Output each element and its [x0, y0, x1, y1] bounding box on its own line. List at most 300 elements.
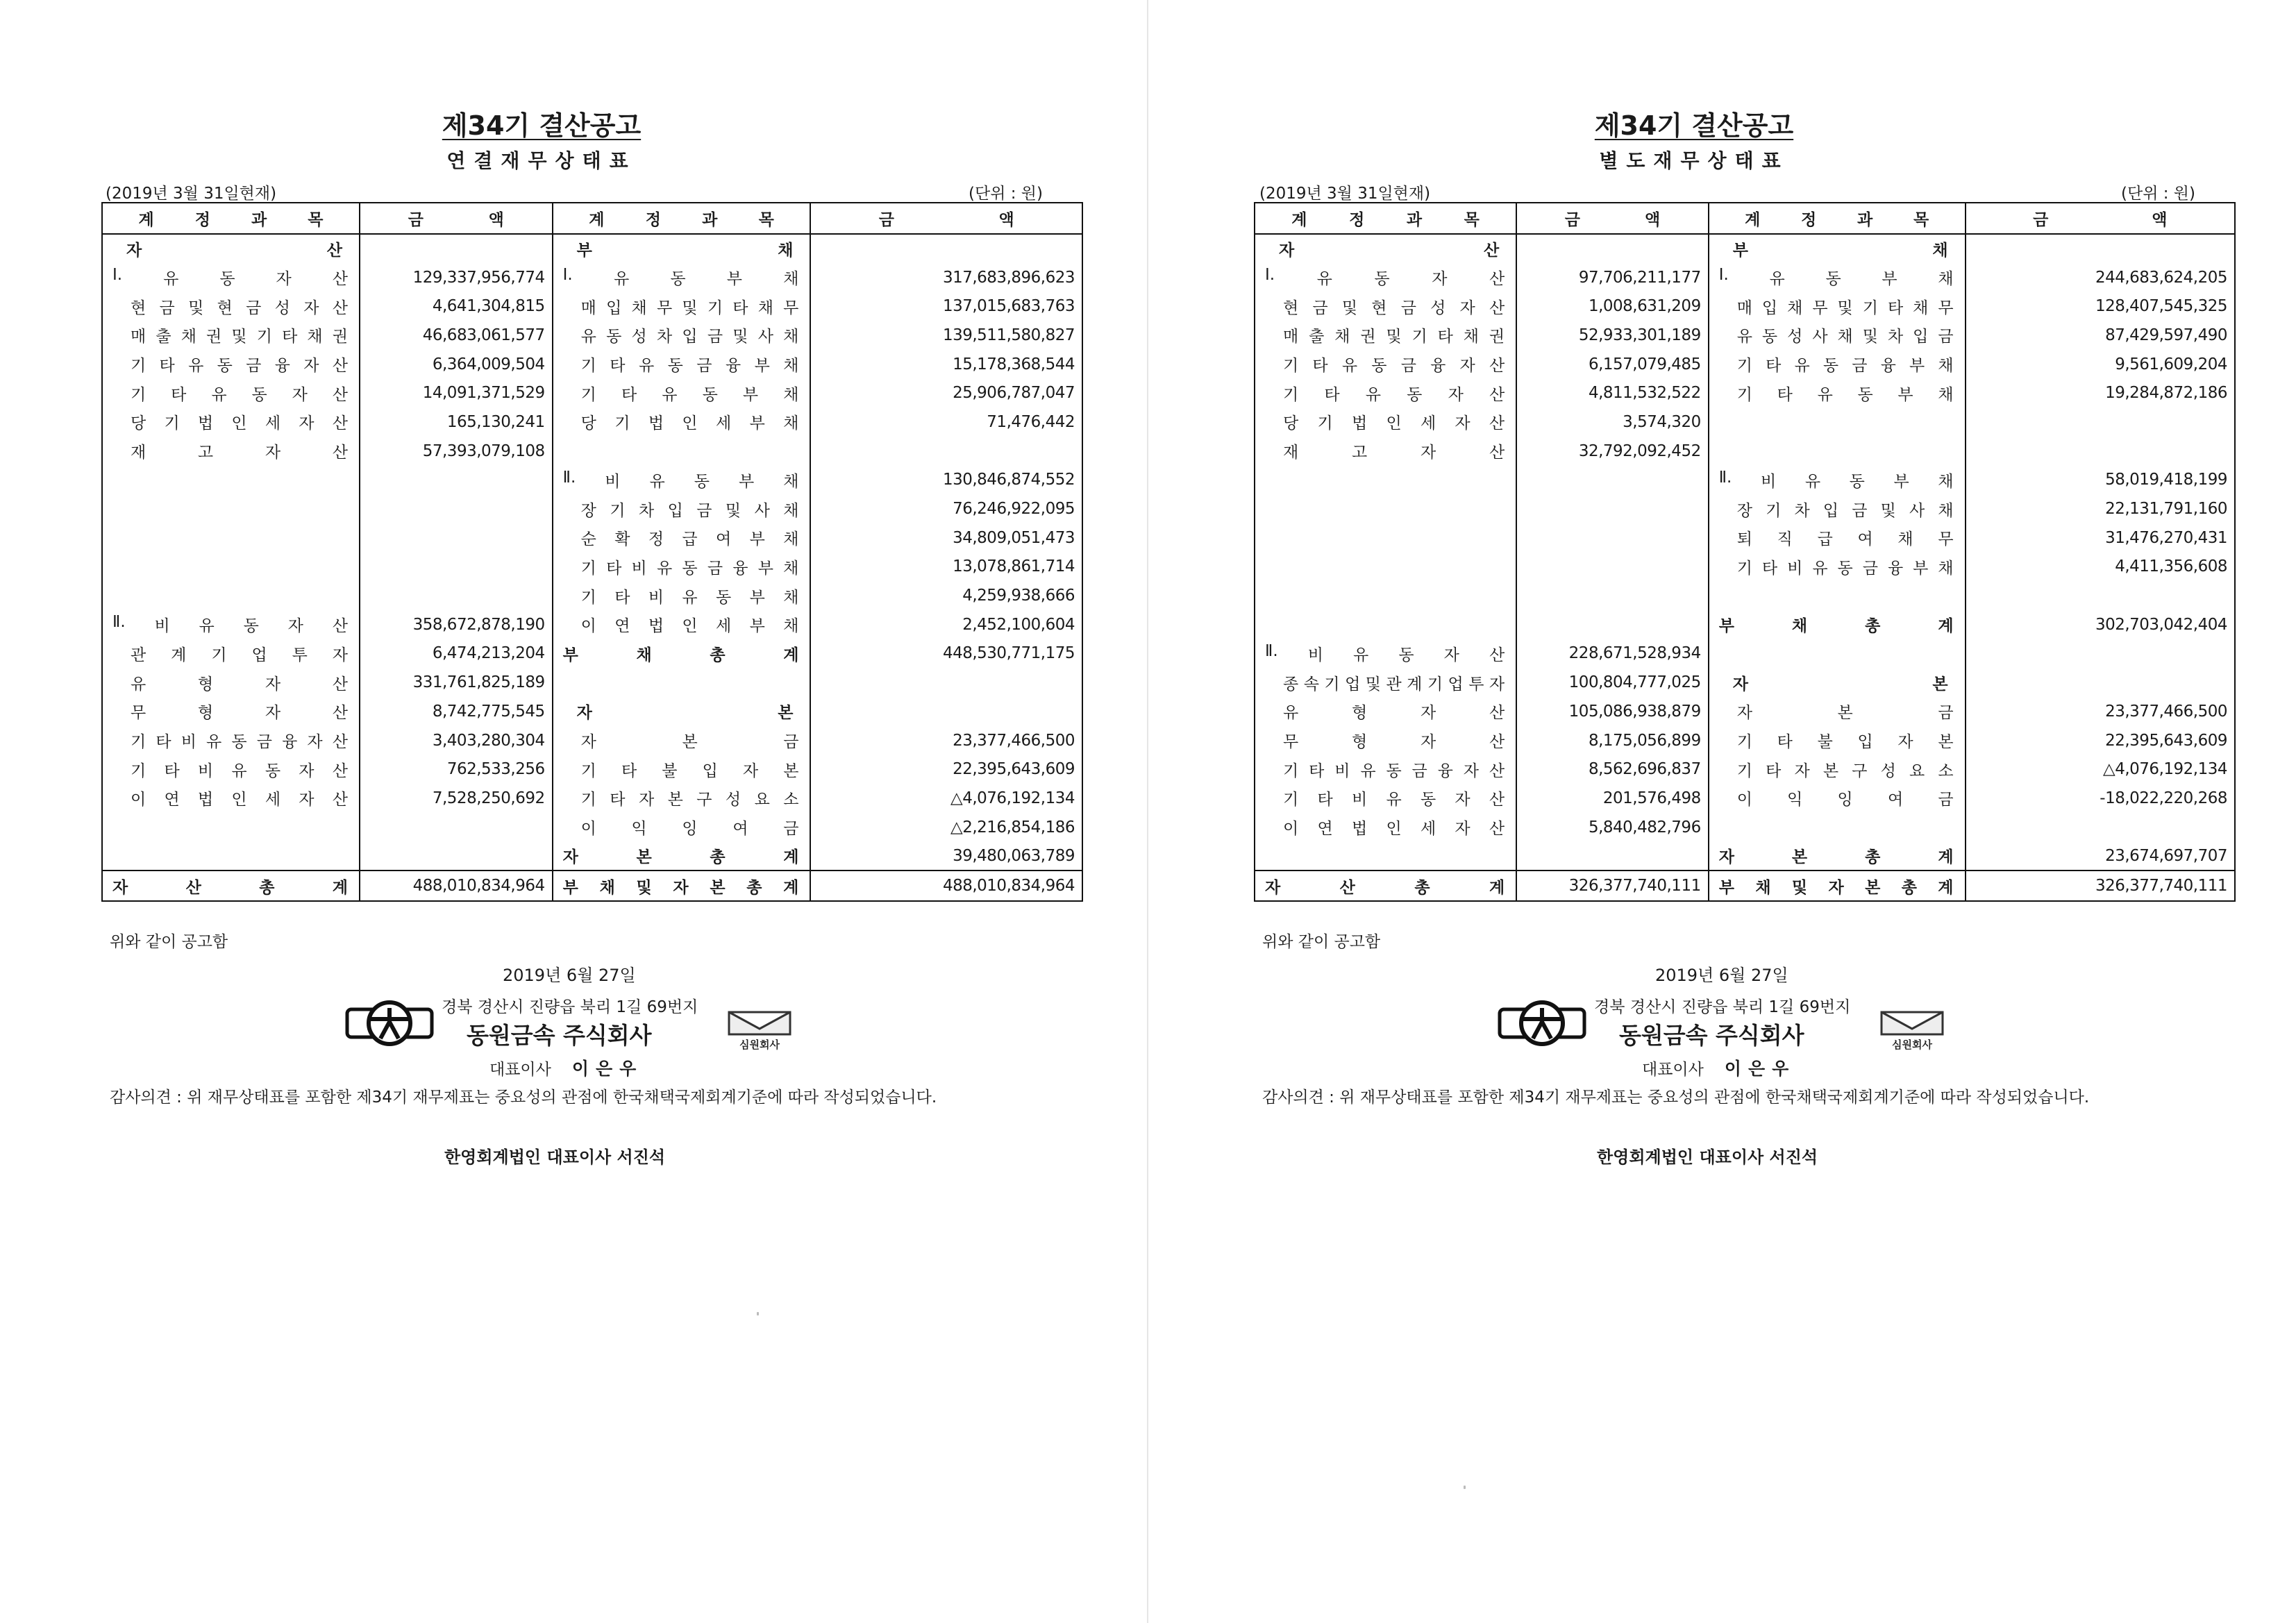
account-label-char: 산 [332, 357, 348, 376]
liability-equity-account-cell [1709, 755, 1966, 784]
account-label-char: 채 [757, 298, 773, 317]
account-label-char: 유 [638, 357, 655, 376]
account-label-char: 형 [1351, 704, 1368, 723]
account-label-char: 채 [181, 328, 196, 346]
amount-cell: 3,574,320 [1516, 407, 1709, 437]
account-label-char: 동 [1371, 357, 1387, 376]
account-label-char: 동 [243, 617, 259, 636]
account-label-char: 업 [1448, 675, 1464, 693]
table-row [1255, 292, 2235, 321]
account-label-char: 업 [251, 646, 267, 664]
amount-cell: 130,846,874,552 [810, 466, 1082, 495]
account-label-char: 구 [1852, 762, 1868, 780]
company-logo-icon [1497, 998, 1587, 1048]
account-label-char: 채 [1938, 501, 1954, 520]
account-label-char: 산 [1489, 646, 1505, 664]
account-label-char: 계 [783, 848, 799, 867]
amount-cell: 71,476,442 [810, 407, 1082, 437]
account-label-char: 기 [580, 385, 596, 404]
header-char: 과 [1857, 211, 1873, 229]
account-label-char: 관 [1386, 675, 1402, 693]
header-char: 액 [488, 211, 504, 229]
account-label-char: 무 [1938, 298, 1954, 317]
account-label-char: 채 [783, 414, 799, 433]
account-label-char: 장 [580, 501, 596, 520]
account-label-char: 융 [274, 357, 290, 376]
table-row [102, 610, 1082, 639]
account-label-char: 기 [1862, 298, 1878, 317]
account-label-char: 산 [1489, 762, 1505, 780]
as-of-date: (2019년 3월 31일현재) [106, 185, 277, 203]
account-label-char: 기 [131, 385, 146, 404]
account-label-char: 산 [185, 878, 201, 897]
account-label-char: 유 [199, 617, 215, 636]
account-label-char: 동 [217, 357, 233, 376]
asset-account-cell [1255, 697, 1516, 726]
account-label-char: 부 [1893, 472, 1909, 491]
account-label-char: 매 [1283, 328, 1299, 346]
account-label-char: 고 [1351, 444, 1368, 462]
account-label-char: 현 [1371, 298, 1387, 317]
account-label-char: 자 [299, 762, 315, 780]
table-row [1255, 378, 2235, 407]
liability-equity-account-cell [1709, 841, 1966, 871]
account-label-char: 자 [112, 878, 128, 897]
account-label-char: 잉 [682, 820, 698, 839]
amount-cell: 13,078,861,714 [810, 553, 1082, 582]
table-row [1255, 581, 2235, 610]
account-label-char: 재 [131, 444, 146, 462]
liability-equity-account-cell [1709, 581, 1966, 610]
account-label-char: 입 [1822, 501, 1839, 520]
statement-subtitle: 별도재무상태표 [1599, 149, 1789, 172]
account-label-char: 투 [1468, 675, 1484, 693]
table-row [1255, 841, 2235, 871]
table-row [102, 755, 1082, 784]
asset-account-cell [102, 292, 360, 321]
account-label-char: 비 [154, 617, 170, 636]
table-row [102, 697, 1082, 726]
account-label-char: 무 [1812, 298, 1828, 317]
header-char: 정 [1349, 211, 1365, 229]
asset-account-cell [1255, 784, 1516, 813]
liability-equity-account-cell [553, 639, 811, 668]
amount-cell: 23,377,466,500 [810, 726, 1082, 755]
account-label-char: 이 [1736, 791, 1752, 809]
amount-cell: 358,672,878,190 [360, 610, 553, 639]
asset-account-cell [102, 784, 360, 813]
amount-cell [1516, 523, 1709, 553]
liability-equity-account-cell [1709, 871, 1966, 901]
account-label-char: 채 [1938, 559, 1954, 578]
account-label-char: 자 [1736, 704, 1752, 723]
account-label-char: 채 [1334, 328, 1350, 346]
amount-cell: 331,761,825,189 [360, 668, 553, 697]
account-label-char: Ⅱ. [1718, 468, 1732, 487]
account-label-char: 유 [580, 328, 596, 346]
audit-opinion: 감사의견 : 위 재무상태표를 포함한 제34기 재무제표는 중요성의 관점에 한국채택국제회계기준에 따라 작성되었습니다. [1262, 1088, 2090, 1107]
account-label-char: 기 [256, 328, 272, 346]
amount-cell [1516, 494, 1709, 523]
header-char: 목 [1464, 211, 1480, 229]
company-seal-icon [722, 1007, 797, 1052]
account-label-char: 타 [156, 733, 171, 752]
asset-account-cell [1255, 263, 1516, 292]
amount-cell: 762,533,256 [360, 755, 553, 784]
table-row [1255, 813, 2235, 842]
account-label-char: 계 [1407, 675, 1423, 693]
amount-cell: 105,086,938,879 [1516, 697, 1709, 726]
account-label-char: 비 [631, 559, 647, 578]
account-label-char: 자 [292, 385, 308, 404]
liability-equity-account-cell [553, 553, 811, 582]
amount-cell: 4,641,304,815 [360, 292, 553, 321]
account-label-char: 동 [1822, 357, 1839, 376]
account-label-char: 무 [1283, 733, 1299, 752]
asset-account-cell [1255, 553, 1516, 582]
asset-account-cell [1255, 292, 1516, 321]
account-label-char: 비 [648, 588, 664, 607]
table-row [102, 263, 1082, 292]
amount-cell: 9,561,609,204 [1966, 350, 2235, 379]
account-label-char: 유 [1341, 357, 1358, 376]
account-label-char: 자 [580, 733, 596, 752]
account-label-char: 차 [1887, 328, 1904, 346]
asset-account-cell [1255, 726, 1516, 755]
amount-cell: 317,683,896,623 [810, 263, 1082, 292]
account-label-char: 출 [1309, 328, 1325, 346]
amount-cell: 87,429,597,490 [1966, 321, 2235, 350]
account-label-char: 차 [638, 501, 655, 520]
account-label-char: 채 [1938, 385, 1954, 404]
account-label-char: 동 [1761, 328, 1778, 346]
header-char: 정 [645, 211, 661, 229]
account-label-char: 자 [1455, 414, 1470, 433]
account-label-char: 유 [1804, 472, 1821, 491]
account-label-char: 기 [131, 762, 146, 780]
amount-cell: 128,407,545,325 [1966, 292, 2235, 321]
amount-cell: 6,364,009,504 [360, 350, 553, 379]
account-label-char: 종 [1283, 675, 1299, 693]
account-label-char: 및 [1365, 675, 1381, 693]
account-label-char: 퇴 [1736, 530, 1752, 549]
liability-equity-account-cell [553, 813, 811, 842]
account-label-char: 권 [206, 328, 222, 346]
account-label-char: 산 [332, 298, 348, 317]
account-label-char: 자 [303, 357, 319, 376]
account-label-char: 타 [1887, 298, 1904, 317]
account-label-char: 입 [667, 501, 683, 520]
account-label-char: 자 [1828, 878, 1844, 897]
account-label-char: 융 [725, 357, 741, 376]
account-label-char: 기 [1736, 385, 1752, 404]
account-label-char: 기 [610, 501, 626, 520]
account-label-char: 부 [1913, 559, 1929, 578]
account-label-char: 산 [1489, 298, 1505, 317]
account-label-char: 자 [1455, 791, 1470, 809]
account-label-char: 및 [1837, 298, 1853, 317]
account-label-char: 유 [231, 762, 247, 780]
account-label-char: 자 [276, 270, 292, 289]
table-row [1255, 350, 2235, 379]
account-label-char: 부 [757, 559, 773, 578]
account-label-char: 채 [599, 878, 615, 897]
liability-equity-account-cell [1709, 350, 1966, 379]
account-label-char: 및 [231, 328, 247, 346]
account-label-char: 타 [1324, 385, 1340, 404]
account-label-char: 채 [307, 328, 323, 346]
amount-cell [810, 234, 1082, 263]
account-label-char: 동 [251, 385, 267, 404]
asset-account-cell [1255, 350, 1516, 379]
account-label-char: 산 [1489, 270, 1505, 289]
asset-account-cell [102, 523, 360, 553]
account-label-char: 매 [1736, 298, 1752, 317]
account-label-char: 계 [1938, 878, 1954, 897]
amount-cell: 97,706,211,177 [1516, 263, 1709, 292]
table-row [102, 639, 1082, 668]
header-char: 계 [1291, 211, 1307, 229]
account-label-char: 기 [1411, 328, 1427, 346]
table-row [102, 494, 1082, 523]
account-label-char: 부 [1897, 385, 1913, 404]
liability-equity-account-cell [1709, 813, 1966, 842]
account-label-char: 성 [1430, 298, 1446, 317]
account-label-char: 타 [1312, 357, 1328, 376]
asset-account-cell [102, 263, 360, 292]
page-title: 제34기 결산공고 [1594, 110, 1794, 141]
amount-cell: 129,337,956,774 [360, 263, 553, 292]
table-row [102, 784, 1082, 813]
account-label-char: 금 [1852, 357, 1868, 376]
account-label-char: 불 [662, 762, 678, 780]
account-label-char: 자 [303, 298, 319, 317]
account-label-char: 자 [1489, 675, 1505, 693]
table-row [1255, 234, 2235, 263]
amount-cell: 39,480,063,789 [810, 841, 1082, 871]
liability-equity-account-cell [1709, 466, 1966, 495]
account-label-char: 금 [707, 328, 723, 346]
liability-equity-account-cell [553, 726, 811, 755]
account-label-char: 채 [783, 328, 799, 346]
asset-account-cell [1255, 437, 1516, 466]
audit-opinion: 감사의견 : 위 재무상태표를 포함한 제34기 재무제표는 중요성의 관점에 한국채택국제회계기준에 따라 작성되었습니다. [110, 1088, 937, 1107]
account-label-char: 부 [562, 646, 578, 664]
account-label-char: 본 [1932, 675, 1948, 693]
asset-account-cell [102, 813, 360, 842]
amount-header [1966, 203, 2235, 234]
asset-account-cell [1255, 321, 1516, 350]
account-label-char: 고 [197, 444, 214, 462]
account-label-char: 자 [332, 646, 348, 664]
asset-account-cell [1255, 466, 1516, 495]
table-row [1255, 726, 2235, 755]
account-label-char: 자 [673, 878, 689, 897]
table-row [102, 581, 1082, 610]
account-label-char: 타 [606, 559, 622, 578]
account-label-char: 총 [1901, 878, 1917, 897]
company-address: 경북 경산시 진량읍 북리 1길 69번지 [442, 998, 698, 1016]
table-row [1255, 321, 2235, 350]
account-label-char: 금 [1862, 559, 1878, 578]
asset-account-cell [1255, 813, 1516, 842]
account-label-char: 유 [206, 733, 222, 752]
amount-cell [360, 494, 553, 523]
account-label-char: 부 [1882, 270, 1897, 289]
account-label-char: 유 [613, 270, 630, 289]
header-char: 과 [1406, 211, 1423, 229]
amount-cell: 15,178,368,544 [810, 350, 1082, 379]
account-label-char: 금 [246, 357, 262, 376]
notice-date: 2019년 6월 27일 [503, 966, 636, 985]
account-label-char: 및 [725, 501, 741, 520]
asset-account-cell [102, 697, 360, 726]
account-label-char: 산 [332, 444, 348, 462]
account-label-char: 입 [1857, 733, 1873, 752]
account-label-char: 기 [614, 414, 630, 433]
notice-date: 2019년 6월 27일 [1655, 966, 1788, 985]
account-label-char: 유 [1365, 385, 1381, 404]
liability-equity-account-cell [553, 581, 811, 610]
account-label-char: 자 [1420, 444, 1436, 462]
account-label-char: 연 [164, 791, 180, 809]
account-label-char: 인 [231, 414, 247, 433]
liability-equity-account-cell [553, 871, 811, 901]
account-label-char: 자 [1897, 733, 1913, 752]
account-label-char: 정 [648, 530, 664, 549]
account-label-char: 동 [1407, 385, 1423, 404]
asset-account-cell [1255, 610, 1516, 639]
account-label-char: 기 [1324, 675, 1340, 693]
amount-cell [1966, 234, 2235, 263]
account-label-char: 요 [1909, 762, 1925, 780]
amount-cell: 8,562,696,837 [1516, 755, 1709, 784]
amount-cell: 23,674,697,707 [1966, 841, 2235, 871]
page-title: 제34기 결산공고 [442, 110, 642, 141]
liability-equity-account-cell [553, 610, 811, 639]
amount-cell: 34,809,051,473 [810, 523, 1082, 553]
amount-cell: 6,474,213,204 [360, 639, 553, 668]
table-row [102, 292, 1082, 321]
notice-text: 위와 같이 공고함 [1262, 933, 1381, 951]
account-label-char: 채 [783, 501, 799, 520]
account-label-char: 채 [1791, 617, 1808, 636]
account-label-char: 성 [274, 298, 290, 317]
liability-equity-account-cell [553, 841, 811, 871]
amount-header [810, 203, 1082, 234]
account-label-char: 본 [1837, 704, 1853, 723]
header-char: 목 [308, 211, 324, 229]
account-label-char: 권 [1489, 328, 1505, 346]
account-label-char: 성 [1880, 762, 1896, 780]
amount-cell: 7,528,250,692 [360, 784, 553, 813]
account-label-char: 금 [783, 820, 799, 839]
account-label-char: 자 [1455, 820, 1470, 839]
header-char: 금 [878, 211, 894, 229]
account-header [1255, 203, 1516, 234]
account-label-char: 법 [197, 791, 214, 809]
account-label-char: 차 [656, 328, 673, 346]
account-label-char: 산 [1483, 241, 1500, 260]
liability-equity-account-cell [553, 321, 811, 350]
amount-cell [1966, 668, 2235, 697]
statement-subtitle: 연결재무상태표 [446, 149, 637, 172]
account-label-char: 타 [1317, 791, 1333, 809]
account-label-char: 본 [1791, 848, 1808, 867]
account-label-char: 자 [1420, 704, 1436, 723]
account-label-char: 융 [1887, 559, 1904, 578]
amount-cell [360, 523, 553, 553]
account-label-char: 동 [716, 588, 732, 607]
account-label-char: 계 [1938, 617, 1954, 636]
account-label-char: 세 [716, 617, 732, 636]
account-label-char: 성 [1787, 328, 1803, 346]
account-label-char: 여 [1887, 791, 1904, 809]
amount-cell: 8,175,056,899 [1516, 726, 1709, 755]
amount-cell [360, 813, 553, 842]
asset-account-cell [1255, 841, 1516, 871]
liability-equity-account-cell [553, 523, 811, 553]
account-label-char: 자 [1448, 385, 1464, 404]
account-label-char: 유 [1283, 704, 1299, 723]
account-label-char: 기 [1283, 385, 1299, 404]
account-label-char: 비 [1760, 472, 1777, 491]
asset-account-cell [102, 234, 360, 263]
liability-equity-account-cell [553, 466, 811, 495]
account-label-char: 금 [1312, 298, 1328, 317]
account-label-char: 부 [1909, 357, 1925, 376]
amount-cell: 8,742,775,545 [360, 697, 553, 726]
account-label-char: Ⅰ. [562, 266, 573, 285]
account-label-char: 동 [1386, 762, 1402, 780]
account-label-char: 자 [1718, 848, 1734, 867]
liability-equity-account-cell [553, 784, 811, 813]
amount-cell [360, 581, 553, 610]
account-label-char: 동 [682, 559, 698, 578]
account-label-char: 성 [725, 791, 741, 809]
amount-cell: 137,015,683,763 [810, 292, 1082, 321]
amount-cell: 326,377,740,111 [1966, 871, 2235, 901]
account-label-char: 및 [1791, 878, 1808, 897]
account-label-char: 자 [1459, 298, 1475, 317]
liability-equity-account-cell [553, 697, 811, 726]
account-label-char: 금 [707, 559, 723, 578]
account-label-char: 자 [1463, 762, 1479, 780]
account-label-char: Ⅰ. [1265, 266, 1275, 285]
account-label-char: 채 [631, 298, 647, 317]
amount-cell: 32,792,092,452 [1516, 437, 1709, 466]
account-label-char: 총 [746, 878, 762, 897]
liability-equity-account-cell [1709, 784, 1966, 813]
account-label-char: 채 [783, 559, 799, 578]
account-label-char: 인 [682, 414, 698, 433]
amount-cell: 19,284,872,186 [1966, 378, 2235, 407]
account-label-char: 타 [1766, 357, 1782, 376]
account-label-char: 유 [1736, 328, 1752, 346]
amount-cell: 58,019,418,199 [1966, 466, 2235, 495]
amount-cell: 488,010,834,964 [360, 871, 553, 901]
header-char: 계 [138, 211, 154, 229]
asset-account-cell [102, 610, 360, 639]
liability-equity-account-cell [1709, 697, 1966, 726]
account-label-char: 유 [211, 385, 227, 404]
account-label-char: 여 [732, 820, 748, 839]
account-label-char: 타 [159, 357, 175, 376]
account-label-char: 타 [171, 385, 187, 404]
account-label-char: 기 [1283, 791, 1299, 809]
asset-account-cell [1255, 871, 1516, 901]
account-label-char: 산 [1489, 414, 1505, 433]
